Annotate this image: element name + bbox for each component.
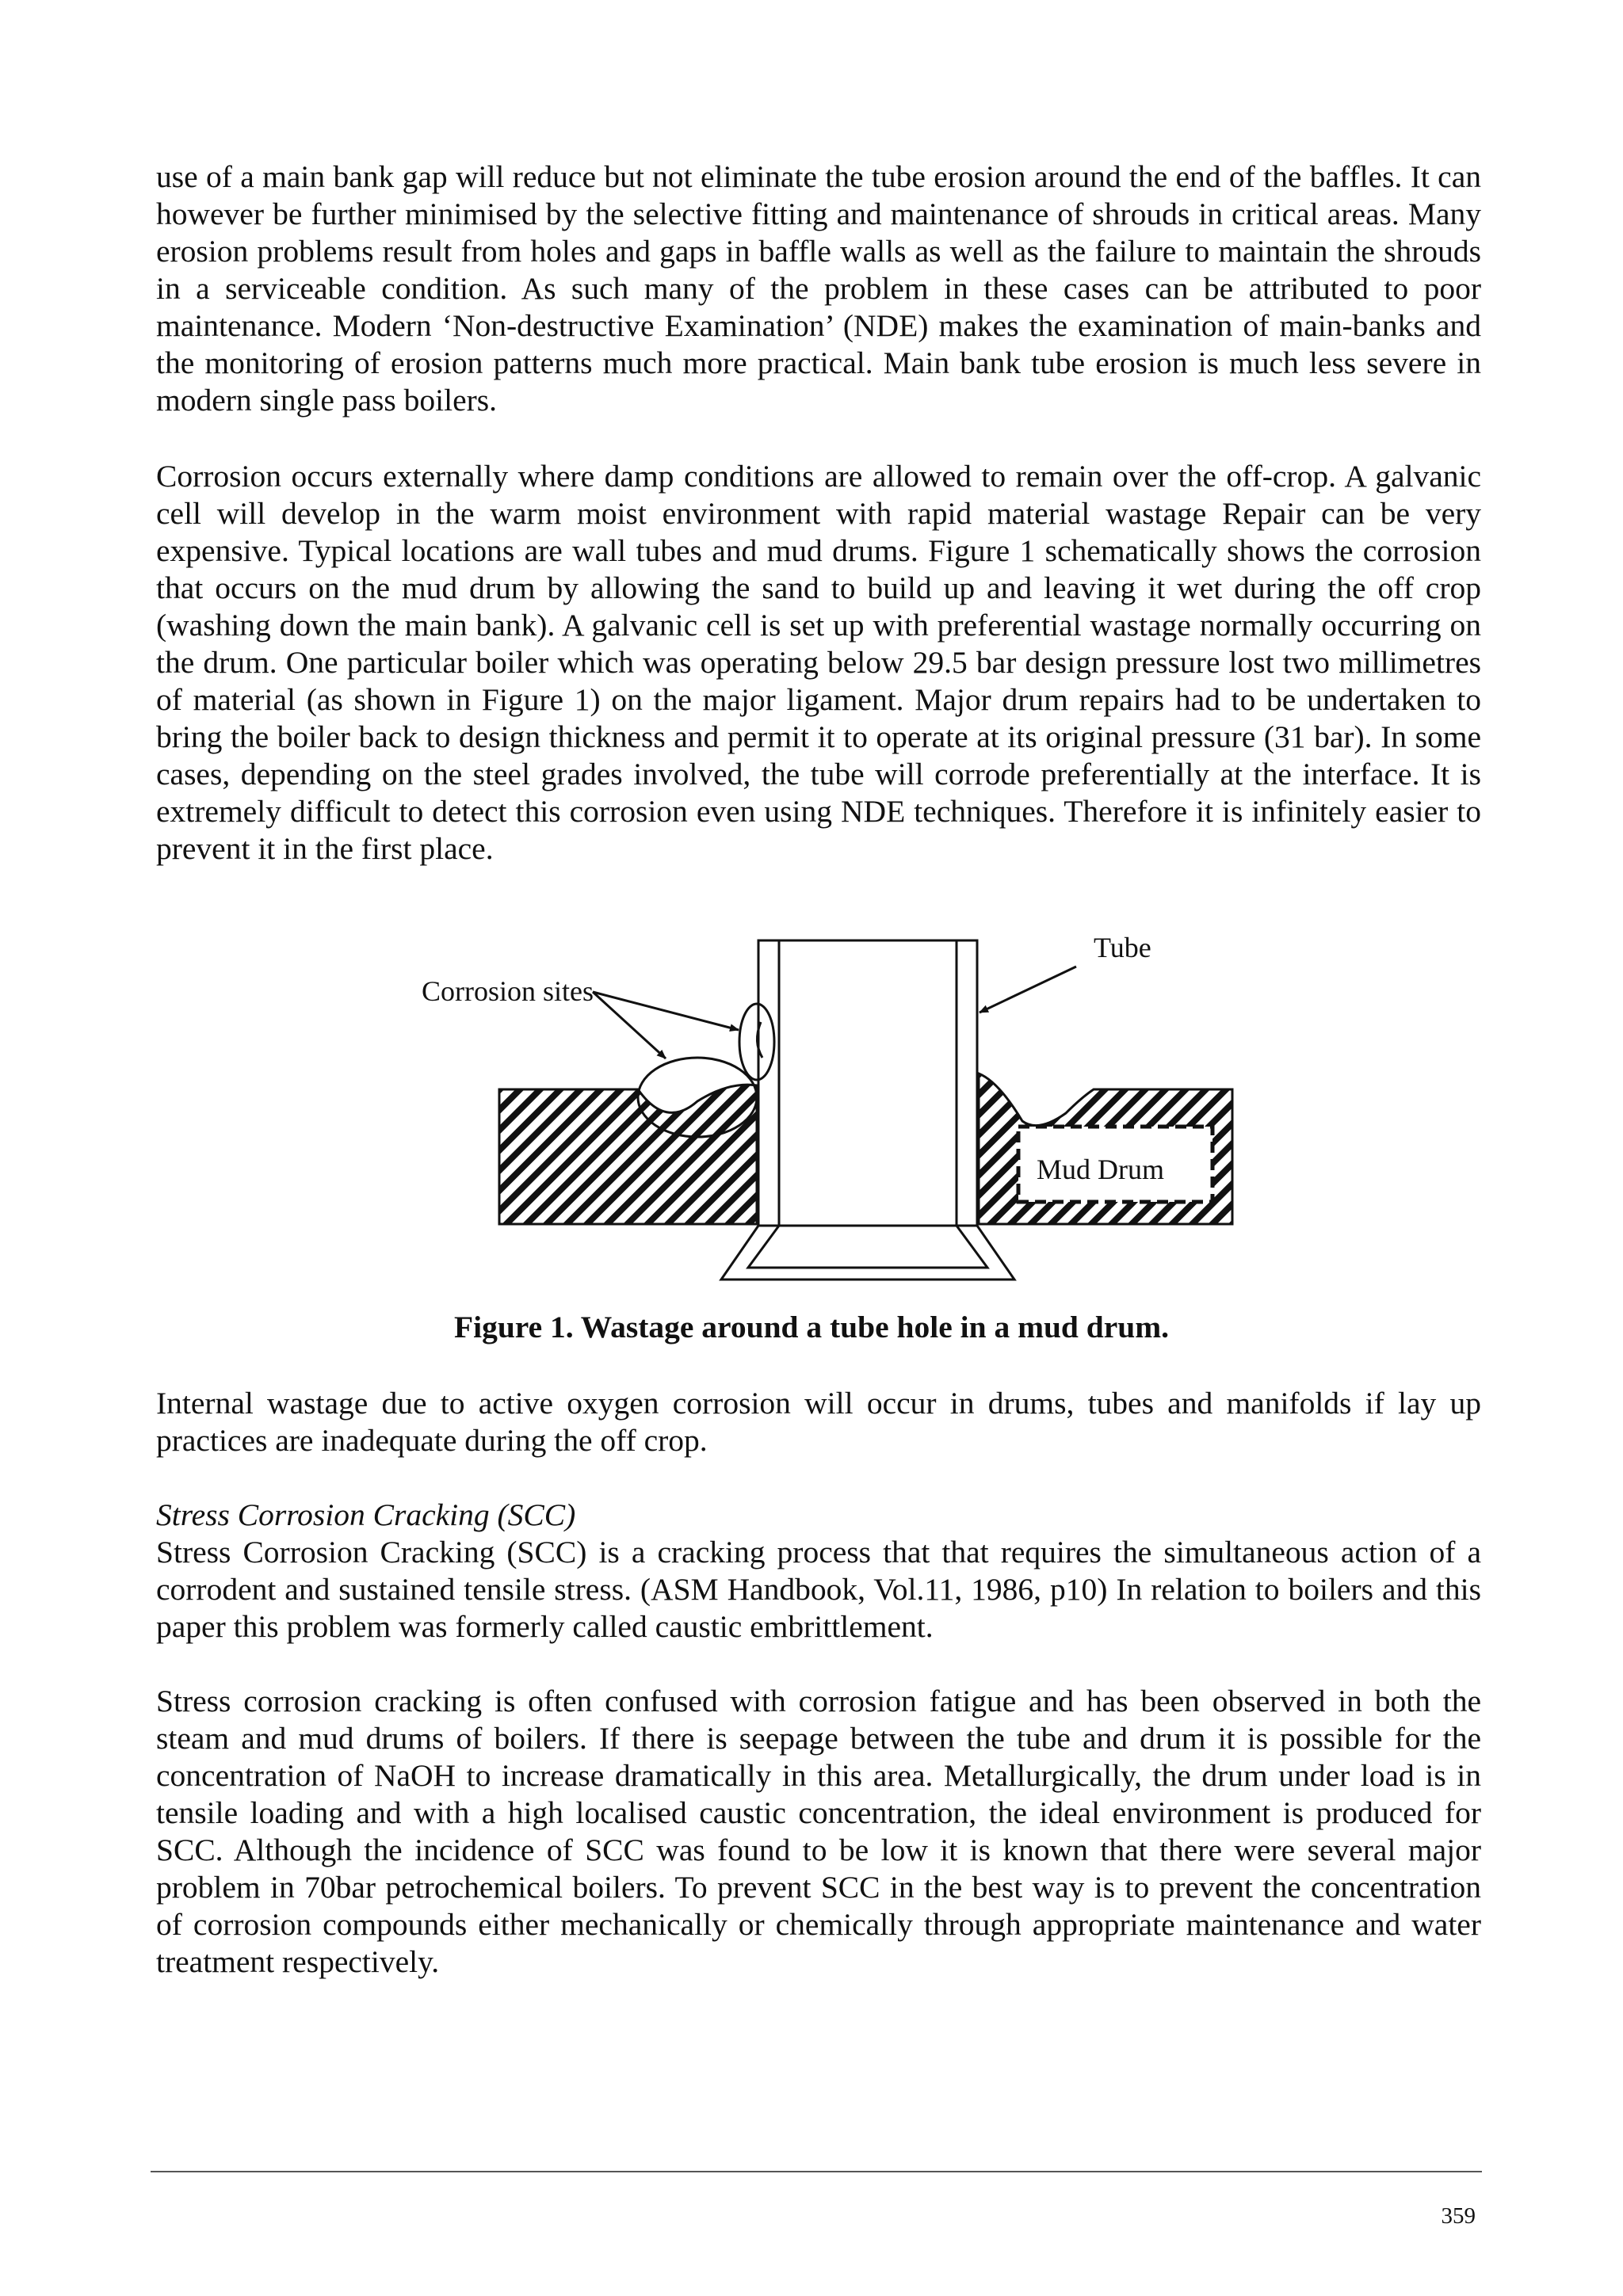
left-drum-wall xyxy=(499,1085,757,1224)
footer-divider xyxy=(151,2171,1482,2172)
corrosion-sites-label: Corrosion sites xyxy=(422,975,594,1007)
page-number: 359 xyxy=(1441,2203,1476,2229)
paragraph-scc-definition: Stress Corrosion Cracking (SCC) is a cracking process that that requires the simultaneous action of a corrodent and sustained tensile stress. (ASM Handbook, Vol.11, 1986, p10) In relation to boilers and this paper this problem was formerly called caustic embrittlement. xyxy=(156,1535,1481,1644)
mud-drum-schematic xyxy=(0,919,1623,1291)
mud-drum-label: Mud Drum xyxy=(1037,1154,1164,1185)
figure-caption: Figure 1. Wastage around a tube hole in a mud drum. xyxy=(453,1310,1170,1344)
section-heading-scc: Stress Corrosion Cracking (SCC) xyxy=(156,1497,576,1532)
figure-mud-drum-diagram xyxy=(0,919,1623,1291)
paragraph-internal-wastage: Internal wastage due to active oxygen corrosion will occur in drums, tubes and manifolds if lay up practices are inadequate during the off crop. xyxy=(156,1386,1481,1458)
paragraph-external-corrosion: Corrosion occurs externally where damp conditions are allowed to remain over the off-crop. A galvanic cell will develop in the warm moist environment with rapid material wastage Repair can be very expensive. Typical locations are wall tubes and mud drums. Figure 1 schematically shows the corrosion that occurs on the mud drum by allowing the sand to build up and leaving it wet during the off crop (washing down the main bank). A galvanic cell is set up with preferential wastage normally occurring on the drum. One particular boiler which was operating below 29.5 bar design pressure lost two millimetres of material (as shown in Figure 1) on the major ligament. Major drum repairs had to be undertaken to bring the boiler back to design thickness and permit it to operate at its original pressure (31 bar). In some cases, depending on the steel grades involved, the tube will corrode preferentially at the interface. It is extremely difficult to detect this corrosion even using NDE techniques. Therefore it is infinitely easier to prevent it in the first place. xyxy=(156,459,1481,866)
tube-body xyxy=(758,940,977,1226)
tube-flare xyxy=(721,1226,1014,1280)
tube-label: Tube xyxy=(1094,932,1151,963)
paragraph-scc-details: Stress corrosion cracking is often confused with corrosion fatigue and has been observed in both the steam and mud drums of boilers. If there is seepage between the tube and drum it is possible for the concentration of NaOH to increase dramatically in this area. Metallurgically, the drum under load is in tensile loading and with a high localised caustic concentration, the ideal environment is produced for SCC. Although the incidence of SCC was found to be low it is known that there were several major problem in 70bar petrochemical boilers. To prevent SCC in the best way is to prevent the concentration of corrosion compounds either mechanically or chemically through appropriate maintenance and water treatment respectively. xyxy=(156,1684,1481,1979)
paragraph-baffle-erosion: use of a main bank gap will reduce but not eliminate the tube erosion around the end of the baffles. It can however be further minimised by the selective fitting and maintenance of shrouds in critical areas. Many erosion problems result from holes and gaps in baffle walls as well as the failure to maintain the shrouds in a serviceable condition. As such many of the problem in these cases can be attributed to poor maintenance. Modern ‘Non-destructive Examination’ (NDE) makes the examination of main-banks and the monitoring of erosion patterns much more practical. Main bank tube erosion is much less severe in modern single pass boilers. xyxy=(156,159,1481,418)
